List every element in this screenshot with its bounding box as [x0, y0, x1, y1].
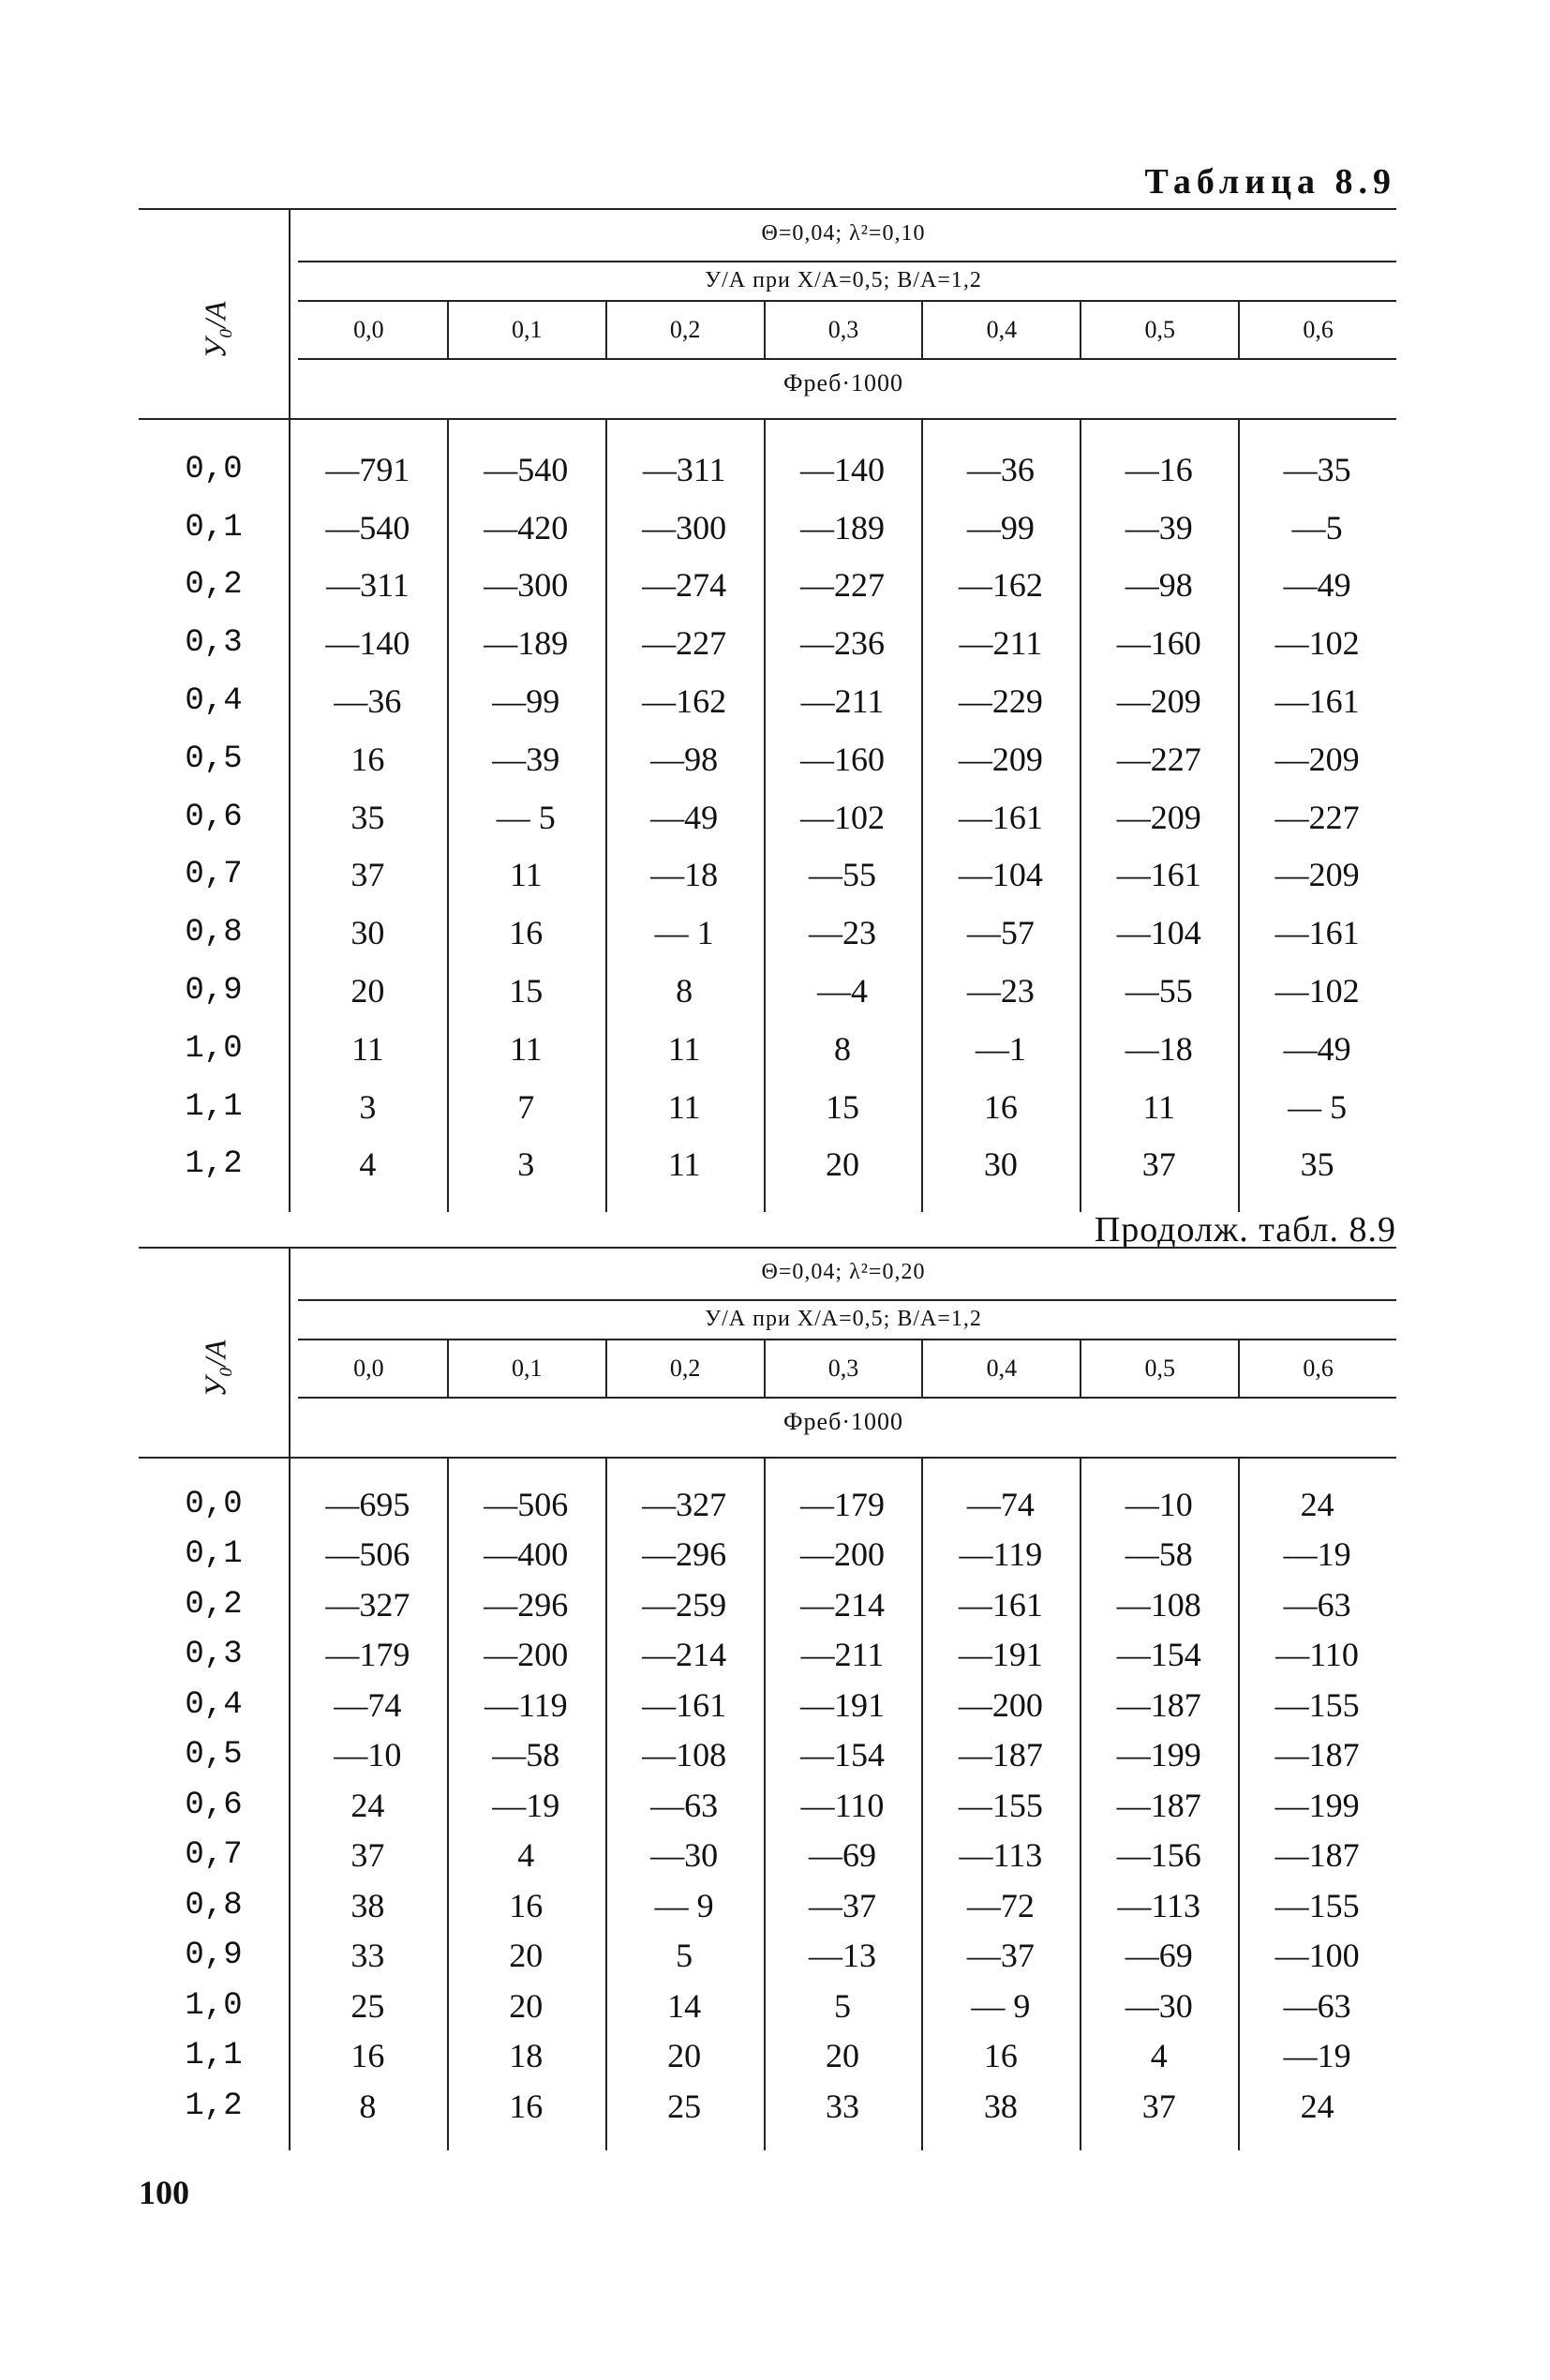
- table-cell: —156: [1116, 1836, 1201, 1875]
- table-cell: —113: [959, 1836, 1043, 1875]
- table-cell: —296: [484, 1585, 569, 1624]
- column-header: 0,4: [923, 1340, 1081, 1397]
- table-cell: —108: [1116, 1585, 1201, 1624]
- table-cell: —58: [492, 1736, 560, 1774]
- table-cell: —154: [800, 1736, 885, 1774]
- y-over-a-caption: У/А при X/А=0,5; В/А=1,2: [705, 1307, 982, 1331]
- table-cell: —104: [1116, 914, 1201, 952]
- table-row: [139, 499, 1396, 557]
- table-cell: —189: [484, 624, 569, 663]
- table-cell: 14: [667, 1986, 702, 2025]
- table-cell: 11: [1142, 1087, 1176, 1126]
- table-cell: —108: [642, 1736, 727, 1774]
- table-cell: —104: [958, 856, 1043, 894]
- table-cell: —209: [1116, 682, 1201, 721]
- table-cell: —55: [1125, 972, 1193, 1010]
- column-rule: [447, 420, 449, 1212]
- table-cell: —100: [1274, 1937, 1360, 1975]
- table-cell: 5: [834, 1986, 851, 2025]
- table-cell: 38: [350, 1886, 385, 1924]
- table-row: [139, 1780, 1396, 1831]
- table-cell: —211: [800, 682, 885, 721]
- table-cell: —236: [800, 624, 885, 663]
- table-cell: 16: [509, 914, 544, 952]
- row-label: 1,2: [185, 1146, 243, 1183]
- table-row: [139, 557, 1396, 615]
- table-cell: —791: [325, 450, 410, 488]
- table-cell: —161: [958, 798, 1043, 836]
- table-cell: —19: [1283, 2037, 1351, 2075]
- table-cell: — 1: [654, 914, 714, 952]
- table-cell: —189: [800, 508, 885, 546]
- table-cell: 24: [1300, 2087, 1334, 2125]
- table-row: [139, 2031, 1396, 2082]
- table-cell: —102: [800, 798, 885, 836]
- table-row: [139, 1078, 1396, 1136]
- table-cell: —506: [325, 1535, 410, 1574]
- table-cell: 30: [350, 914, 385, 952]
- table-cell: —200: [958, 1685, 1043, 1724]
- table-cell: —37: [809, 1886, 876, 1924]
- column-rule: [921, 420, 923, 1212]
- column-header: 0,6: [1303, 316, 1334, 343]
- column-header: 0,2: [607, 302, 766, 358]
- column-header: 0,2: [607, 1340, 766, 1397]
- table-cell: —140: [800, 450, 885, 488]
- table-cell: 15: [826, 1087, 859, 1126]
- table-cell: —39: [492, 740, 560, 778]
- table-cell: 16: [509, 2087, 544, 2125]
- row-label: 0,6: [185, 799, 243, 835]
- table-row: [139, 1981, 1396, 2031]
- table-cell: 11: [667, 1029, 701, 1068]
- unit-caption: Фреб·1000: [783, 369, 903, 397]
- column-rule: [1080, 420, 1081, 1212]
- column-rule: [764, 420, 766, 1212]
- table-cell: —187: [958, 1736, 1043, 1774]
- table-row: [139, 672, 1396, 730]
- table-cell: 11: [509, 856, 543, 894]
- table-cell: 35: [350, 798, 385, 836]
- table-cell: 16: [509, 1886, 544, 1924]
- table-cell: —211: [800, 1636, 885, 1674]
- table-cell: —37: [966, 1937, 1035, 1975]
- table-cell: —187: [1274, 1836, 1360, 1875]
- unit-caption: Фреб·1000: [783, 1408, 903, 1435]
- stub-column: [139, 1249, 291, 1457]
- parameters-caption: Θ=0,04; λ²=0,20: [761, 1260, 926, 1284]
- table-cell: —69: [809, 1836, 876, 1875]
- table-cell: —300: [642, 508, 727, 546]
- table-cell: —227: [1116, 740, 1201, 778]
- table-row: [139, 788, 1396, 846]
- table-cell: —209: [1274, 740, 1360, 778]
- table-cell: 20: [826, 1145, 859, 1184]
- row-label: 0,5: [185, 1737, 243, 1774]
- table-cell: —540: [325, 508, 410, 546]
- table-cell: 25: [350, 1986, 385, 2025]
- stub-label: У₀/А: [198, 1340, 232, 1398]
- row-label: 0,4: [185, 1686, 243, 1723]
- row-label: 0,2: [185, 1586, 243, 1623]
- table-cell: 20: [509, 1937, 544, 1975]
- row-label: 0,7: [185, 1837, 243, 1874]
- table-cell: —160: [800, 740, 885, 778]
- table-cell: —49: [1283, 566, 1351, 605]
- parameters-caption: Θ=0,04; λ²=0,10: [761, 221, 926, 246]
- table-cell: —16: [1125, 450, 1193, 488]
- table-cell: —191: [800, 1685, 885, 1724]
- table-row: [139, 1136, 1396, 1194]
- table-cell: —19: [492, 1786, 560, 1824]
- table-cell: 37: [1141, 1145, 1176, 1184]
- column-header: 0,0: [291, 1340, 449, 1397]
- column-rule: [289, 1459, 291, 2150]
- table-cell: — 5: [1288, 1087, 1348, 1126]
- row-label: 1,0: [185, 1987, 243, 2024]
- row-label: 0,9: [185, 1938, 243, 1974]
- table-cell: 15: [509, 972, 544, 1010]
- table-cell: —200: [484, 1636, 569, 1674]
- table-cell: —57: [966, 914, 1035, 952]
- table-cell: 4: [359, 1145, 377, 1184]
- table-row: [139, 904, 1396, 962]
- table-cell: —540: [484, 450, 569, 488]
- table-cell: 24: [350, 1786, 385, 1824]
- table-cell: —58: [1125, 1535, 1193, 1574]
- column-rule: [289, 420, 291, 1212]
- table-cell: —154: [1116, 1636, 1201, 1674]
- table-cell: —400: [484, 1535, 569, 1574]
- table-cell: —160: [1116, 624, 1201, 663]
- table-cell: —214: [800, 1585, 885, 1624]
- column-header: 0,6: [1303, 1355, 1334, 1382]
- table-cell: —99: [492, 682, 560, 721]
- row-label: 0,0: [185, 1486, 243, 1522]
- column-header: 0,1: [449, 302, 607, 358]
- table-cell: —69: [1125, 1937, 1193, 1975]
- column-header: 0,3: [766, 302, 924, 358]
- table-cell: —18: [1125, 1029, 1193, 1068]
- table-cell: —30: [650, 1836, 719, 1875]
- table-cell: —113: [1117, 1886, 1201, 1924]
- table-cell: —49: [650, 798, 719, 836]
- table-row: [139, 2081, 1396, 2132]
- table-cell: —23: [966, 972, 1035, 1010]
- table-cell: —10: [334, 1736, 402, 1774]
- table-cell: —35: [1283, 450, 1351, 488]
- table-cell: —161: [1274, 914, 1360, 952]
- table-cell: —179: [325, 1636, 410, 1674]
- table-cell: —161: [642, 1685, 727, 1724]
- table-cell: —187: [1274, 1736, 1360, 1774]
- row-label: 1,1: [185, 1088, 243, 1125]
- row-label: 0,3: [185, 625, 243, 662]
- row-label: 0,0: [185, 451, 243, 487]
- table-cell: 20: [826, 2037, 859, 2075]
- table-cell: —161: [958, 1585, 1043, 1624]
- table-cell: —179: [800, 1485, 885, 1523]
- table-cell: —72: [966, 1886, 1035, 1924]
- table-cell: —274: [642, 566, 727, 605]
- table-cell: —327: [642, 1485, 727, 1523]
- table-header: [139, 208, 1396, 420]
- table-cell: —209: [1274, 856, 1360, 894]
- column-headers: [291, 302, 1396, 358]
- column-header: 0,1: [449, 1340, 607, 1397]
- table-cell: —23: [809, 914, 876, 952]
- table-cell: —119: [959, 1535, 1043, 1574]
- table-cell: 37: [350, 1836, 385, 1875]
- table-cell: 16: [983, 2037, 1018, 2075]
- table-cell: 11: [667, 1087, 701, 1126]
- column-rule: [1238, 1459, 1240, 2150]
- table-cell: —155: [1274, 1886, 1360, 1924]
- table-cell: —199: [1116, 1736, 1201, 1774]
- table-cell: —200: [800, 1535, 885, 1574]
- table-row: [139, 1880, 1396, 1931]
- column-rule: [921, 1459, 923, 2150]
- table-cell: —1: [975, 1029, 1026, 1068]
- table-cell: —162: [958, 566, 1043, 605]
- table-row: [139, 1579, 1396, 1630]
- table-cell: 25: [667, 2087, 702, 2125]
- table-cell: 20: [509, 1986, 544, 2025]
- row-label: 1,1: [185, 2038, 243, 2074]
- table-cell: —110: [1275, 1636, 1359, 1674]
- table-cell: 11: [509, 1029, 543, 1068]
- table-cell: —214: [642, 1636, 727, 1674]
- table-cell: 8: [676, 972, 693, 1010]
- row-label: 0,9: [185, 973, 243, 1010]
- table-cell: —187: [1116, 1786, 1201, 1824]
- table-cell: —191: [958, 1636, 1043, 1674]
- table-cell: —209: [958, 740, 1043, 778]
- table-header: [139, 1247, 1396, 1459]
- table-row: [139, 1530, 1396, 1580]
- table-cell: 20: [350, 972, 385, 1010]
- row-label: 0,6: [185, 1787, 243, 1823]
- table-cell: —55: [809, 856, 876, 894]
- table-cell: 4: [1150, 2037, 1168, 2075]
- table-cell: —63: [1283, 1585, 1351, 1624]
- page-number: 100: [139, 2174, 189, 2211]
- table-cell: —420: [484, 508, 569, 546]
- column-header: 0,4: [923, 302, 1081, 358]
- table-cell: —155: [958, 1786, 1043, 1824]
- table-cell: 16: [350, 2037, 385, 2075]
- column-rule: [764, 1459, 766, 2150]
- table-cell: 8: [834, 1029, 851, 1068]
- column-headers: [291, 1340, 1396, 1397]
- table-row: [139, 962, 1396, 1020]
- continuation-caption: Продолж. табл. 8.9: [1094, 1210, 1396, 1250]
- stub-label: У₀/А: [198, 301, 232, 359]
- table-cell: —30: [1125, 1986, 1193, 2025]
- row-label: 0,8: [185, 915, 243, 951]
- column-rule: [605, 420, 607, 1212]
- table-cell: —161: [1274, 682, 1360, 721]
- table-cell: 7: [517, 1087, 535, 1126]
- table-cell: 11: [351, 1029, 384, 1068]
- table-cell: —4: [817, 972, 868, 1010]
- table-cell: 11: [667, 1145, 701, 1184]
- table-cell: —300: [484, 566, 569, 605]
- column-header: 0,0: [291, 302, 449, 358]
- table-cell: —102: [1274, 624, 1360, 663]
- header-rule: [298, 261, 1396, 262]
- table-cell: — 5: [496, 798, 556, 836]
- table-cell: 38: [983, 2087, 1018, 2125]
- row-label: 0,1: [185, 1536, 243, 1573]
- table-cell: —49: [1283, 1029, 1351, 1068]
- y-over-a-caption: У/А при X/А=0,5; В/А=1,2: [705, 268, 982, 292]
- table-title: Таблица 8.9: [1144, 162, 1396, 202]
- table-cell: 33: [826, 2087, 859, 2125]
- row-label: 0,1: [185, 509, 243, 546]
- row-label: 1,2: [185, 2088, 243, 2124]
- row-label: 0,8: [185, 1887, 243, 1923]
- table-cell: 33: [350, 1937, 385, 1975]
- row-label: 0,2: [185, 567, 243, 604]
- table-cell: 16: [983, 1087, 1018, 1126]
- table-cell: — 9: [654, 1886, 714, 1924]
- table-cell: 35: [1300, 1145, 1334, 1184]
- table-body: [139, 420, 1396, 1212]
- table-cell: 30: [983, 1145, 1018, 1184]
- table-cell: —98: [1125, 566, 1193, 605]
- table-cell: —229: [958, 682, 1043, 721]
- table-row: [139, 1680, 1396, 1730]
- table-cell: —99: [966, 508, 1035, 546]
- table-cell: 16: [350, 740, 385, 778]
- table-cell: —36: [334, 682, 402, 721]
- header-rule: [298, 358, 1396, 360]
- table-cell: 5: [676, 1937, 693, 1975]
- table-cell: —39: [1125, 508, 1193, 546]
- table-row: [139, 441, 1396, 499]
- table-cell: 4: [517, 1836, 535, 1875]
- column-rule: [1238, 420, 1240, 1212]
- table-cell: —102: [1274, 972, 1360, 1010]
- table-cell: —19: [1283, 1535, 1351, 1574]
- column-header: 0,5: [1081, 302, 1240, 358]
- table-cell: —5: [1291, 508, 1343, 546]
- table-cell: —155: [1274, 1685, 1360, 1724]
- table-cell: —10: [1125, 1485, 1193, 1523]
- table-row: [139, 614, 1396, 672]
- header-rule: [298, 1299, 1396, 1301]
- row-label: 0,3: [185, 1637, 243, 1673]
- column-rule: [1080, 1459, 1081, 2150]
- table-cell: —74: [334, 1685, 402, 1724]
- table-cell: 3: [517, 1145, 535, 1184]
- table-body: [139, 1459, 1396, 2150]
- table-row: [139, 846, 1396, 905]
- table-cell: —695: [325, 1485, 410, 1523]
- table-cell: 37: [1141, 2087, 1176, 2125]
- table-row: [139, 1020, 1396, 1078]
- table-cell: —13: [809, 1937, 876, 1975]
- table-cell: —119: [484, 1685, 568, 1724]
- table-cell: —18: [650, 856, 719, 894]
- table-cell: —296: [642, 1535, 727, 1574]
- table-cell: —259: [642, 1585, 727, 1624]
- table-cell: —311: [326, 566, 410, 605]
- stub-column: [139, 210, 291, 418]
- table-2: [139, 1247, 1396, 2150]
- table-cell: —311: [642, 450, 726, 488]
- table-cell: —211: [959, 624, 1043, 663]
- table-cell: 24: [1300, 1485, 1334, 1523]
- table-cell: —209: [1116, 798, 1201, 836]
- table-cell: —74: [966, 1485, 1035, 1523]
- column-header: 0,5: [1081, 1340, 1240, 1397]
- table-cell: —187: [1116, 1685, 1201, 1724]
- column-rule: [447, 1459, 449, 2150]
- table-cell: —63: [650, 1786, 719, 1824]
- table-cell: —162: [642, 682, 727, 721]
- row-label: 1,0: [185, 1030, 243, 1067]
- table-cell: —36: [966, 450, 1035, 488]
- table-cell: 8: [359, 2087, 377, 2125]
- row-label: 0,7: [185, 857, 243, 893]
- table-cell: —98: [650, 740, 719, 778]
- table-cell: —63: [1283, 1986, 1351, 2025]
- table-cell: 37: [350, 856, 385, 894]
- table-cell: —506: [484, 1485, 569, 1523]
- row-label: 0,4: [185, 683, 243, 720]
- table-row: [139, 1730, 1396, 1781]
- table-cell: —227: [642, 624, 727, 663]
- column-rule: [605, 1459, 607, 2150]
- table-row: [139, 1479, 1396, 1530]
- table-cell: —140: [325, 624, 410, 663]
- table-cell: 20: [667, 2037, 702, 2075]
- table-cell: —199: [1274, 1786, 1360, 1824]
- table-cell: 3: [359, 1087, 377, 1126]
- table-cell: 18: [509, 2037, 544, 2075]
- table-cell: —161: [1116, 856, 1201, 894]
- table-cell: —227: [800, 566, 885, 605]
- table-row: [139, 1931, 1396, 1982]
- table-cell: — 9: [971, 1986, 1031, 2025]
- header-rule: [298, 1397, 1396, 1399]
- table-cell: —227: [1274, 798, 1360, 836]
- table-cell: —327: [325, 1585, 410, 1624]
- table-row: [139, 730, 1396, 788]
- column-header: 0,3: [766, 1340, 924, 1397]
- table-1: [139, 208, 1396, 1212]
- table-row: [139, 1831, 1396, 1881]
- table-cell: —110: [800, 1786, 885, 1824]
- row-label: 0,5: [185, 741, 243, 777]
- table-row: [139, 1630, 1396, 1681]
